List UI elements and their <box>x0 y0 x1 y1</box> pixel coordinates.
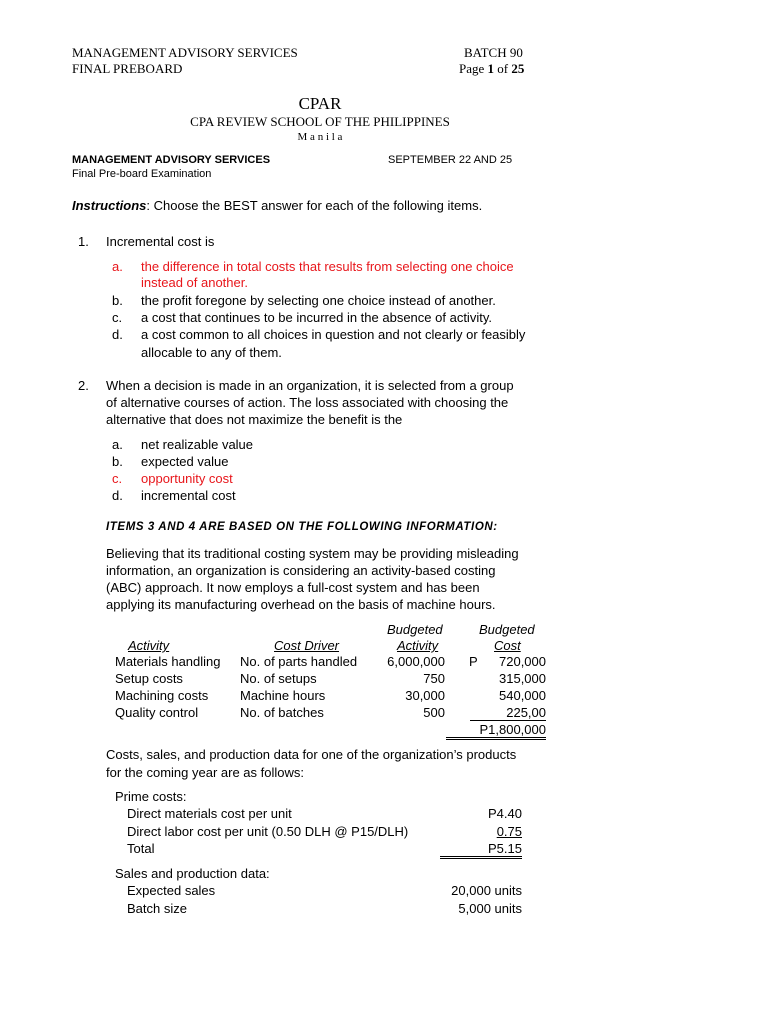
q2-c: opportunity cost <box>141 471 233 486</box>
table-total: P1,800,000 <box>446 722 546 740</box>
table-row-cost: 225,00 <box>506 705 546 720</box>
q2-d: incremental cost <box>141 488 236 503</box>
table-row-cost: 720,000 <box>499 654 546 669</box>
table-row-activity: Setup costs <box>115 671 183 686</box>
prime-dm-value: P4.40 <box>488 806 522 821</box>
para1-line3: (ABC) approach. It now employs a full-cost system and has been <box>106 580 480 595</box>
table-row-driver: Machine hours <box>240 688 326 703</box>
sales-expected-value: 20,000 units <box>451 883 522 898</box>
table-row-driver: No. of batches <box>240 705 324 720</box>
q2-d-letter: d. <box>112 488 123 503</box>
school-name: CPA REVIEW SCHOOL OF THE PHILIPPINES <box>190 114 450 129</box>
page-prefix: Page <box>459 61 488 76</box>
table-row-qty: 30,000 <box>405 688 445 703</box>
instructions-label: Instructions <box>72 198 147 213</box>
para1-line4: applying its manufacturing overhead on the basis of machine hours. <box>106 597 496 612</box>
page-current: 1 <box>487 61 495 76</box>
exam-subject: MANAGEMENT ADVISORY SERVICES <box>72 154 271 166</box>
q2-number: 2. <box>78 378 89 393</box>
q1-b: the profit foregone by selecting one choice instead of another. <box>141 293 496 308</box>
items-heading: ITEMS 3 AND 4 ARE BASED ON THE FOLLOWING INFORMATION: <box>106 521 498 533</box>
para1-line2: information, an organization is considering an activity-based costing <box>106 563 496 578</box>
sales-batch-label: Batch size <box>127 901 187 916</box>
prime-total-label: Total <box>127 841 155 856</box>
table-row-peso: P <box>469 654 478 669</box>
q2-b: expected value <box>141 454 229 469</box>
q1-a-line2: instead of another. <box>141 275 248 290</box>
header-exam: FINAL PREBOARD <box>72 61 183 76</box>
table-row-cost: 540,000 <box>499 688 546 703</box>
page-indicator <box>459 61 524 77</box>
q1-stem: Incremental cost is <box>106 234 215 249</box>
instructions <box>72 198 482 213</box>
table-row-qty: 500 <box>423 705 445 720</box>
th-activity: Activity <box>128 638 170 653</box>
exam-dates: SEPTEMBER 22 AND 25 <box>388 154 513 166</box>
doc-title: CPAR <box>298 94 342 113</box>
q1-b-letter: b. <box>112 293 123 308</box>
instructions-colon: : <box>146 198 151 213</box>
th-budgeted-cost: Cost <box>494 638 521 653</box>
sales-expected-label: Expected sales <box>127 883 216 898</box>
q1-c: a cost that continues to be incurred in the absence of activity. <box>141 310 492 325</box>
para2-line2: for the coming year are as follows: <box>106 765 304 780</box>
table-row-qty: 6,000,000 <box>387 654 445 669</box>
q2-c-letter: c. <box>112 471 123 486</box>
q1-a-line1: the difference in total costs that results from selecting one choice <box>141 259 514 274</box>
q1-a-letter: a. <box>112 259 123 274</box>
exam-type: Final Pre-board Examination <box>72 168 212 180</box>
q2-b-letter: b. <box>112 454 123 469</box>
th-budgeted-activity: Activity <box>397 638 439 653</box>
subtotal-rule <box>470 720 546 721</box>
th-budgeted-activity-top: Budgeted <box>387 622 443 637</box>
q2-stem-line2: of alternative courses of action. The loss associated with choosing the <box>106 395 509 410</box>
prime-total-value: P5.15 <box>440 841 522 859</box>
prime-dl-value: 0.75 <box>496 824 522 839</box>
page-of: of <box>494 61 512 76</box>
q1-d-line2: allocable to any of them. <box>141 345 282 360</box>
table-row-activity: Materials handling <box>115 654 221 669</box>
table-row-driver: No. of parts handled <box>240 654 358 669</box>
q1-c-letter: c. <box>112 310 123 325</box>
table-row-qty: 750 <box>423 671 445 686</box>
th-budgeted-cost-top: Budgeted <box>479 622 535 637</box>
header-subject: MANAGEMENT ADVISORY SERVICES <box>72 45 298 60</box>
table-row-cost: 315,000 <box>499 671 546 686</box>
table-row-activity: Quality control <box>115 705 199 720</box>
instructions-text: Choose the BEST answer for each of the following items. <box>150 198 483 213</box>
prime-dl-label: Direct labor cost per unit (0.50 DLH @ P15/DLH) <box>127 824 409 839</box>
prime-heading: Prime costs: <box>115 789 187 804</box>
page-total: 25 <box>511 61 525 76</box>
sales-batch-value: 5,000 units <box>458 901 522 916</box>
city: M a n i l a <box>297 131 343 143</box>
q2-a: net realizable value <box>141 437 254 452</box>
q2-stem-line1: When a decision is made in an organization, it is selected from a group <box>106 378 514 393</box>
prime-dm-label: Direct materials cost per unit <box>127 806 292 821</box>
q1-number: 1. <box>78 234 89 249</box>
q1-d-line1: a cost common to all choices in question and not clearly or feasibly <box>141 327 526 342</box>
q2-stem-line3: alternative that does not maximize the benefit is the <box>106 412 403 427</box>
para2-line1: Costs, sales, and production data for one of the organization’s products <box>106 747 517 762</box>
q1-d-letter: d. <box>112 327 123 342</box>
q2-a-letter: a. <box>112 437 123 452</box>
header-batch: BATCH 90 <box>464 45 523 60</box>
table-row-activity: Machining costs <box>115 688 209 703</box>
sales-heading: Sales and production data: <box>115 866 270 881</box>
para1-line1: Believing that its traditional costing system may be providing misleading <box>106 546 519 561</box>
th-cost-driver: Cost Driver <box>274 638 340 653</box>
table-row-driver: No. of setups <box>240 671 317 686</box>
